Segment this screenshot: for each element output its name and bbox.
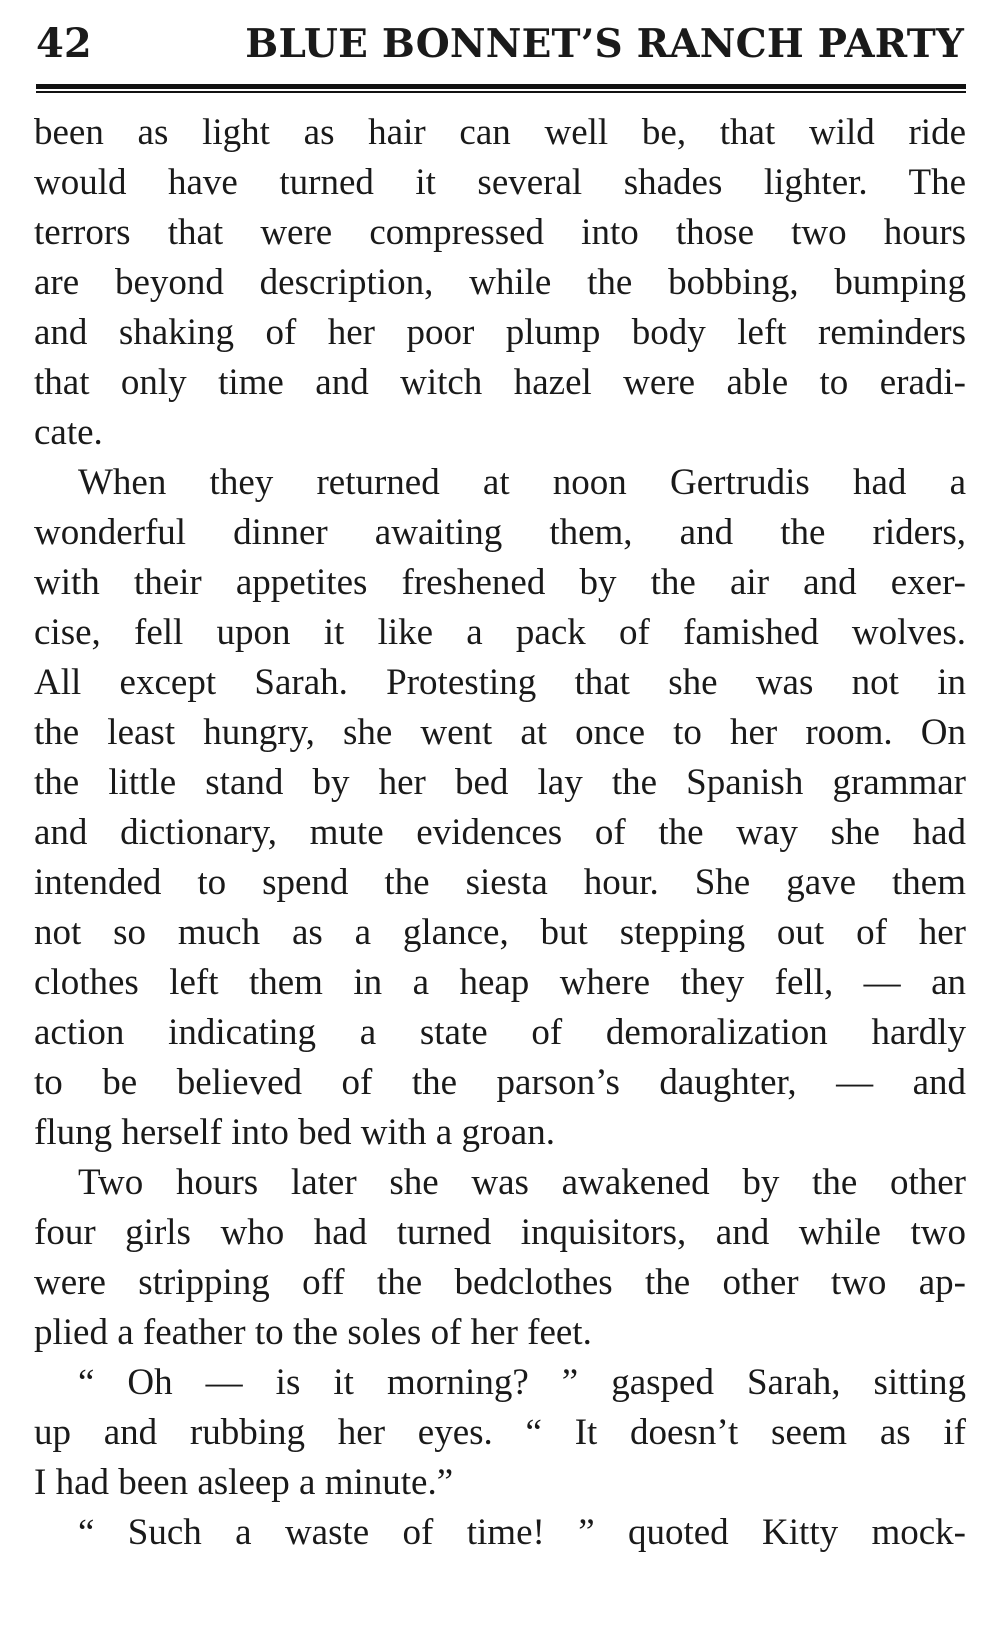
header-rule-thin (36, 91, 966, 93)
page-number: 42 (36, 20, 92, 67)
text-line: wonderful dinner awaiting them, and the riders, (34, 512, 966, 553)
text-line: are beyond description, while the bobbing, bumping (34, 262, 966, 303)
text-line: would have turned it several shades lighter. The (34, 162, 966, 203)
text-line: cate. (34, 412, 103, 453)
text-line: action indicating a state of demoralization hardly (34, 1012, 966, 1053)
text-line: Two hours later she was awakened by the other (78, 1162, 966, 1203)
text-line: plied a feather to the soles of her feet. (34, 1312, 592, 1353)
text-line: terrors that were compressed into those two hours (34, 212, 966, 253)
text-line: “ Oh — is it morning? ” gasped Sarah, sitting (78, 1362, 966, 1403)
text-line: not so much as a glance, but stepping out of her (34, 912, 966, 953)
text-line: four girls who had turned inquisitors, and while two (34, 1212, 966, 1253)
running-title: BLUE BONNET’S RANCH PARTY (245, 21, 964, 67)
text-line: When they returned at noon Gertrudis had a (78, 462, 966, 503)
page-header (36, 14, 964, 74)
text-line: up and rubbing her eyes. “ It doesn’t seem as if (34, 1412, 966, 1453)
text-line: to be believed of the parson’s daughter, — and (34, 1062, 966, 1103)
text-line: clothes left them in a heap where they fell, — an (34, 962, 966, 1003)
text-line: the little stand by her bed lay the Spanish grammar (34, 762, 966, 803)
text-line: I had been asleep a minute.” (34, 1462, 454, 1503)
body-text (34, 108, 966, 1558)
text-line: and dictionary, mute evidences of the way she had (34, 812, 966, 853)
text-line: the least hungry, she went at once to her room. On (34, 712, 966, 753)
text-line: “ Such a waste of time! ” quoted Kitty mock- (78, 1512, 966, 1553)
text-line: were stripping off the bedclothes the other two ap- (34, 1262, 966, 1303)
text-line: and shaking of her poor plump body left reminders (34, 312, 966, 353)
header-rule-thick (36, 84, 966, 89)
text-line: cise, fell upon it like a pack of famished wolves. (34, 612, 966, 653)
text-line: with their appetites freshened by the air and exer- (34, 562, 966, 603)
text-line: that only time and witch hazel were able to eradi- (34, 362, 966, 403)
text-line: All except Sarah. Protesting that she was not in (34, 662, 966, 703)
text-line: flung herself into bed with a groan. (34, 1112, 555, 1153)
text-line: been as light as hair can well be, that wild ride (34, 112, 966, 153)
text-line: intended to spend the siesta hour. She gave them (34, 862, 966, 903)
